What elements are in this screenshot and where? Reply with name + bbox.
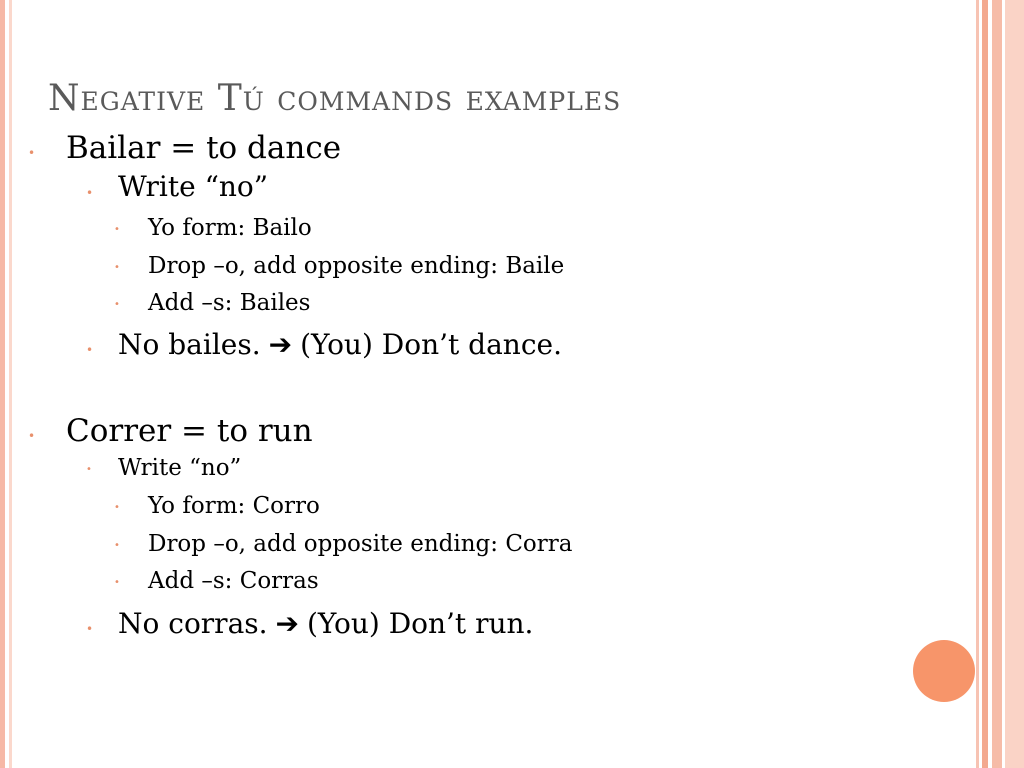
left-border-stripe [0,0,5,768]
step-item: Drop –o, add opposite ending: Baile [148,253,565,279]
left-border-stripe-inner [9,0,12,768]
slide-title: Negative Tú commands examples [48,78,622,119]
bullet-icon: • [114,262,120,273]
step-label: Write “no” [118,455,242,481]
step-label: Write “no” [118,170,269,203]
arrow-right-icon: ➔ [268,328,293,361]
bullet-icon: • [86,464,92,475]
right-border-stripe [992,0,1002,768]
accent-circle [913,640,975,702]
bullet-icon: • [114,299,120,310]
step-item: Yo form: Corro [148,493,320,519]
result-line [118,328,562,361]
bullet-icon: • [114,577,120,588]
step-item: Add –s: Bailes [148,290,311,316]
right-border-stripe [976,0,979,768]
result-line [118,607,533,640]
section-heading: Correr = to run [66,413,313,449]
bullet-icon: • [28,146,36,160]
right-border-stripe [982,0,988,768]
bullet-icon: • [114,224,120,235]
bullet-icon: • [28,429,36,443]
result-english: (You) Don’t run. [307,607,534,640]
bullet-icon: • [114,502,120,513]
bullet-icon: • [114,540,120,551]
right-border-stripe [1005,0,1024,768]
step-item: Add –s: Corras [148,568,319,594]
step-item: Yo form: Bailo [148,215,312,241]
section-heading: Bailar = to dance [66,130,342,166]
result-spanish: No corras. [118,607,268,640]
arrow-right-icon: ➔ [275,607,299,640]
step-item: Drop –o, add opposite ending: Corra [148,531,573,557]
result-spanish: No bailes. [118,328,261,361]
result-english: (You) Don’t dance. [300,328,562,361]
bullet-icon: • [86,343,94,357]
bullet-icon: • [86,186,94,200]
bullet-icon: • [86,622,94,636]
